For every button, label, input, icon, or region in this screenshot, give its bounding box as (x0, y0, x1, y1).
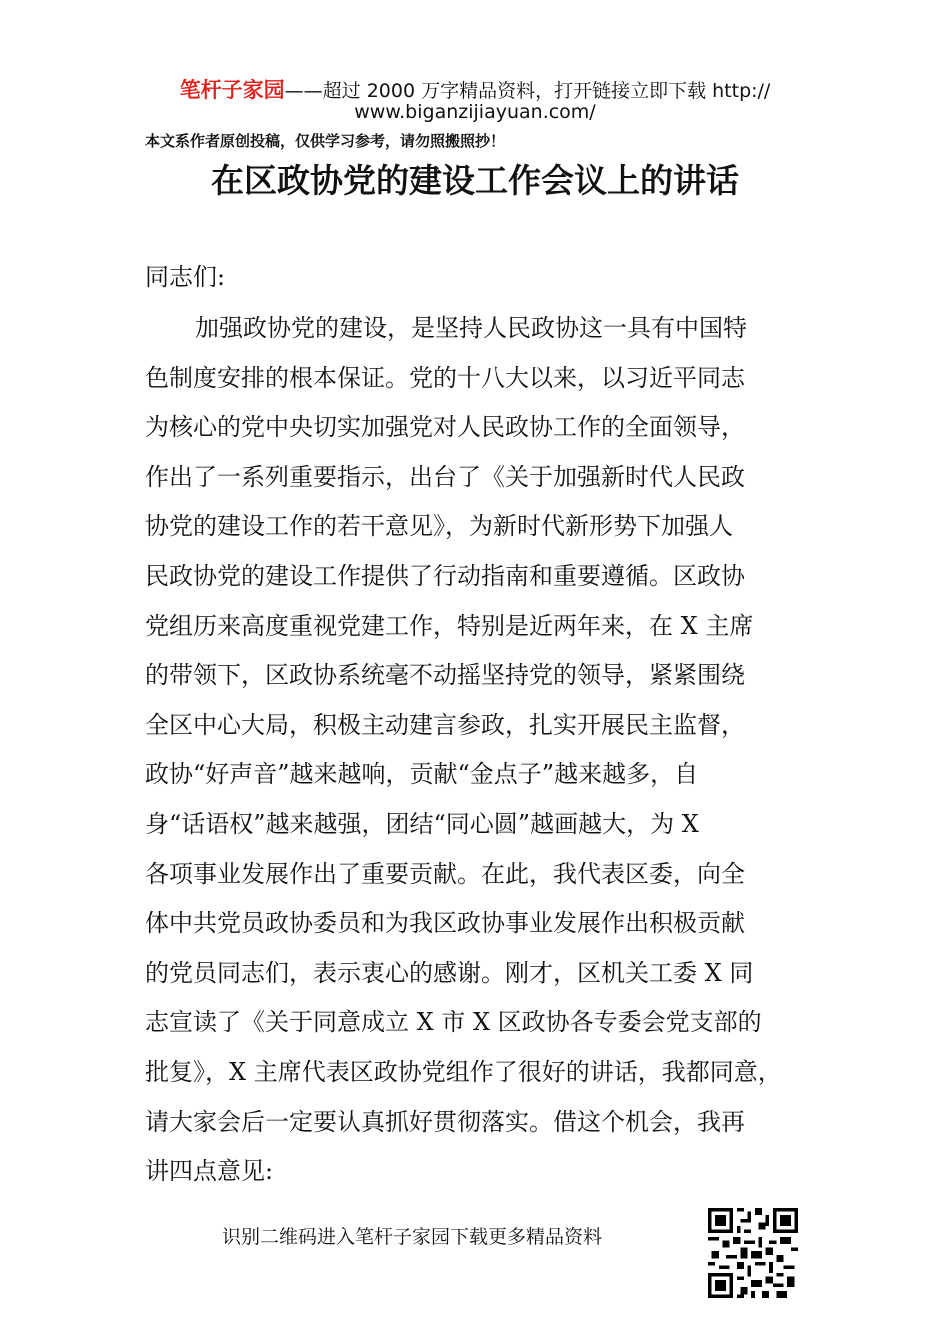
text-line: 色制度安排的根本保证。党的十八大以来，以习近平同志 (145, 363, 745, 392)
text-line: 身“话语权”越来越强，团结“同心圆”越画越大，为 X (145, 809, 699, 838)
paragraph (145, 304, 782, 1197)
header-url[interactable]: www.biganzijiayuan.com/ (354, 101, 596, 123)
document-title: 在区政协党的建设工作会议上的讲话 (211, 161, 739, 200)
text-line: 的带领下，区政协系统毫不动摇坚持党的领导，紧紧围绕 (145, 661, 745, 690)
text-line: 为核心的党中央切实加强党对人民政协工作的全面领导， (145, 413, 745, 442)
text-line: 加强政协党的建设，是坚持人民政协这一具有中国特 (195, 314, 747, 342)
text-line: 志宣读了《关于同意成立 X 市 X 区政协各专委会党支部的 (145, 1008, 762, 1037)
brand-name[interactable]: 笔杆子家园 (179, 78, 285, 102)
copyright-notice: 本文系作者原创投稿，仅供学习参考，请勿照搬照抄！ (145, 132, 506, 150)
text-line: 各项事业发展作出了重要贡献。在此，我代表区委，向全 (145, 859, 745, 888)
text-line: 体中共党员政协委员和为我区政协事业发展作出积极贡献 (145, 909, 745, 938)
text-line: 全区中心大局，积极主动建言参政，扎实开展民主监督， (145, 710, 745, 739)
text-line: 民政协党的建设工作提供了行动指南和重要遵循。区政协 (145, 561, 745, 590)
text-line: 批复》，X 主席代表区政协党组作了很好的讲话，我都同意， (145, 1057, 782, 1086)
text-line: 请大家会后一定要认真抓好贯彻落实。借这个机会，我再 (145, 1107, 745, 1136)
text-line: 协党的建设工作的若干意见》，为新时代新形势下加强人 (145, 512, 733, 541)
header-tagline: ——超过 2000 万字精品资料，打开链接立即下载 http:// (284, 80, 771, 102)
speech-body (145, 0, 810, 1200)
qr-code-icon[interactable] (708, 1208, 798, 1298)
text-line: 政协“好声音”越来越响，贡献“金点子”越来越多，自 (145, 760, 699, 789)
footer-caption: 识别二维码进入笔杆子家园下载更多精品资料 (222, 1226, 603, 1248)
salutation: 同志们: (145, 263, 226, 291)
text-line: 作出了一系列重要指示，出台了《关于加强新时代人民政 (145, 462, 745, 491)
text-line: 讲四点意见: (145, 1157, 274, 1186)
text-line: 的党员同志们，表示衷心的感谢。刚才，区机关工委 X 同 (145, 958, 754, 987)
text-line: 党组历来高度重视党建工作，特别是近两年来，在 X 主席 (145, 611, 754, 640)
